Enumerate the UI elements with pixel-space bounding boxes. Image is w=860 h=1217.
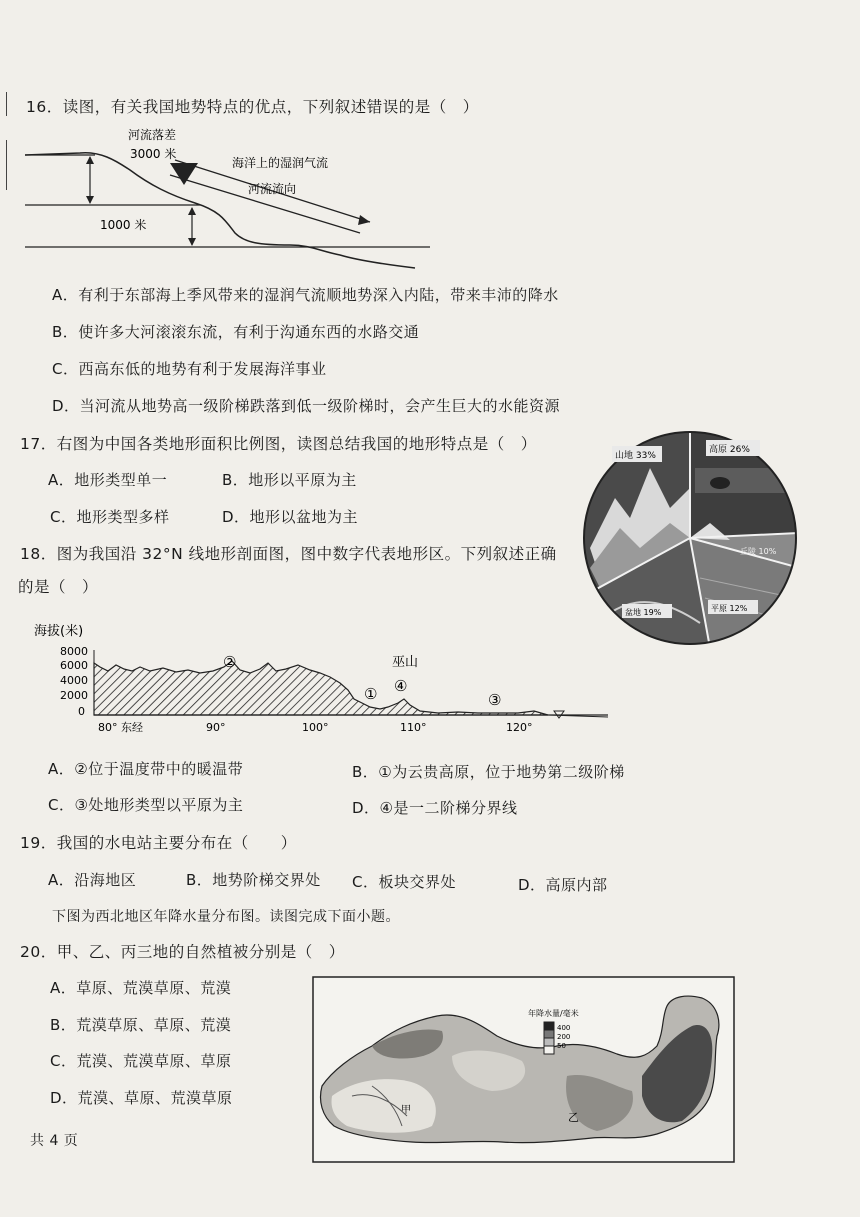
q16-option-a: A．有利于东部海上季风带来的湿润气流顺地势深入内陆，带来丰沛的降水 (52, 286, 559, 304)
q16-option-b: B．使许多大河滚滚东流，有利于沟通东西的水路交通 (52, 323, 420, 341)
q19-option-b: B．地势阶梯交界处 (186, 871, 321, 889)
profile-wushan-label: 巫山 (392, 655, 419, 670)
profile-mark-3: ③ (488, 691, 502, 709)
q17-option-b: B．地形以平原为主 (222, 471, 357, 489)
q16-option-d: D．当河流从地势高一级阶梯跌落到低一级阶梯时，会产生巨大的水能资源 (52, 397, 561, 415)
legend-400: 400 (557, 1024, 571, 1032)
ytick-8000: 8000 (60, 645, 88, 658)
pie-label-plateau: 高原 26% (709, 445, 750, 455)
profile-ylabel: 海拔(米) (34, 624, 84, 639)
label-river-drop: 河流落差 (128, 128, 177, 142)
xtick-120: 120° (506, 721, 533, 734)
question-17-title: 17．右图为中国各类地形面积比例图，读图总结我国的地形特点是（ ） (20, 435, 537, 453)
q18-option-a: A．②位于温度带中的暖温带 (48, 760, 244, 778)
q20-option-b: B．荒漠草原、草原、荒漠 (50, 1016, 232, 1034)
label-moist-airflow: 海洋上的湿润气流 (232, 156, 329, 170)
map-intro-text: 下图为西北地区年降水量分布图。读图完成下面小题。 (52, 909, 400, 925)
q20-option-a: A．草原、荒漠草原、荒漠 (50, 979, 232, 997)
xtick-90: 90° (206, 721, 226, 734)
question-16-title: 16．读图，有关我国地势特点的优点，下列叙述错误的是（ ） (26, 98, 479, 116)
ytick-2000: 2000 (60, 689, 88, 702)
q17-option-a: A．地形类型单一 (48, 471, 168, 489)
label-1000m: 1000 米 (100, 218, 147, 232)
margin-line (6, 92, 7, 116)
q18-option-b: B．①为云贵高原，位于地势第二级阶梯 (352, 763, 625, 781)
q16-option-c: C．西高东低的地势有利于发展海洋事业 (52, 360, 327, 378)
pie-label-plain: 平原 12% (711, 604, 748, 613)
label-river-direction: 河流流向 (248, 182, 297, 196)
pie-label-mountain: 山地 33% (615, 451, 656, 461)
q19-option-c: C．板块交界处 (352, 873, 456, 891)
q20-option-d: D．荒漠、草原、荒漠草原 (50, 1089, 233, 1107)
profile-mark-4: ④ (394, 677, 408, 695)
q17-option-d: D．地形以盆地为主 (222, 508, 359, 526)
xtick-100: 100° (302, 721, 329, 734)
profile-mark-1: ① (364, 685, 378, 703)
question-20-title: 20．甲、乙、丙三地的自然植被分别是（ ） (20, 943, 345, 961)
profile-32n-chart (28, 615, 618, 740)
label-3000m: 3000 米 (130, 147, 177, 161)
margin-line (6, 140, 7, 190)
terrain-step-diagram (20, 125, 440, 275)
legend-title: 年降水量/毫米 (528, 1009, 579, 1018)
page-footer: 共 4 页 (30, 1133, 79, 1149)
q19-option-a: A．沿海地区 (48, 871, 137, 889)
q19-option-d: D．高原内部 (518, 876, 608, 894)
ytick-6000: 6000 (60, 659, 88, 672)
profile-terrain (94, 661, 548, 715)
question-18-title-line1: 18．图为我国沿 32°N 线地形剖面图，图中数字代表地形区。下列叙述正确 (20, 545, 557, 563)
legend-200: 200 (557, 1033, 571, 1041)
legend-50: 50 (557, 1042, 566, 1050)
map-label-jia: 甲 (401, 1105, 411, 1116)
xtick-80: 80° 东经 (98, 721, 143, 734)
q20-option-c: C．荒漠、荒漠草原、草原 (50, 1052, 232, 1070)
xtick-110: 110° (400, 721, 427, 734)
ytick-4000: 4000 (60, 674, 88, 687)
pie-label-basin: 盆地 19% (625, 608, 662, 617)
q17-option-c: C．地形类型多样 (50, 508, 170, 526)
question-18-title-line2: 的是（ ） (18, 578, 99, 596)
map-label-yi: 乙 (568, 1111, 579, 1124)
q18-option-d: D．④是一二阶梯分界线 (352, 799, 518, 817)
pie-label-hills: 丘陵 10% (740, 547, 777, 556)
profile-mark-2: ② (223, 653, 237, 671)
northwest-precipitation-map (312, 976, 736, 1164)
ytick-0: 0 (78, 705, 85, 718)
q18-option-c: C．③处地形类型以平原为主 (48, 796, 244, 814)
question-19-title: 19．我国的水电站主要分布在（ ） (20, 834, 297, 852)
